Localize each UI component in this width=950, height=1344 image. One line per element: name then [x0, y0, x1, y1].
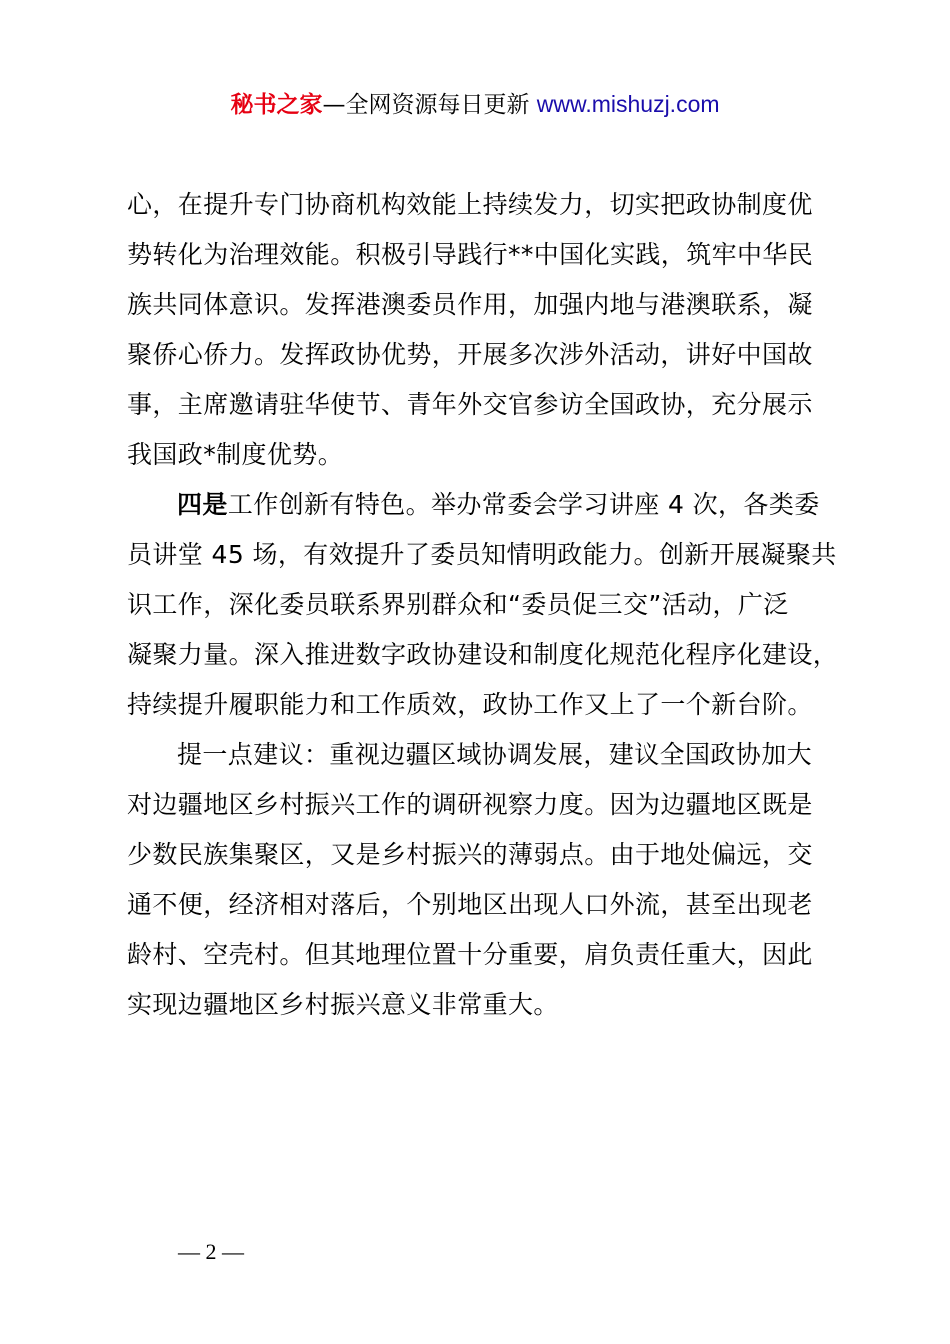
site-url-link[interactable]: www.mishuzj.com — [536, 91, 720, 117]
text-line: 势转化为治理效能。积极引导践行**中国化实践，筑牢中华民 — [127, 240, 814, 269]
text-line: 识工作，深化委员联系界别群众和“委员促三交”活动，广泛 — [127, 590, 789, 619]
paragraph-lead: 四是 — [177, 490, 228, 519]
text-line: 持续提升履职能力和工作质效，政协工作又上了一个新台阶。 — [127, 690, 813, 719]
text-line: 聚侨心侨力。发挥政协优势，开展多次涉外活动，讲好中国故 — [127, 340, 813, 369]
site-header — [0, 84, 950, 125]
text-line: 事，主席邀请驻华使节、青年外交官参访全国政协，充分展示 — [127, 390, 813, 419]
paragraph-1 — [127, 180, 837, 480]
text-line: 实现边疆地区乡村振兴意义非常重大。 — [127, 990, 559, 1019]
text-line: 心，在提升专门协商机构效能上持续发力，切实把政协制度优 — [127, 190, 813, 219]
text-line: 龄村、空壳村。但其地理位置十分重要，肩负责任重大，因此 — [127, 940, 813, 969]
text-line: 员讲堂 45 场，有效提升了委员知情明政能力。创新开展凝聚共 — [127, 540, 837, 569]
text-line — [127, 480, 837, 530]
text-line: 少数民族集聚区，又是乡村振兴的薄弱点。由于地处偏远，交 — [127, 840, 813, 869]
page-number: — 2 — — [178, 1239, 244, 1264]
paragraph-3 — [127, 730, 837, 1030]
text-segment: 工作创新有特色。举办常委会学习讲座 4 次，各类委 — [227, 490, 820, 519]
header-slogan: —全网资源每日更新 — [322, 92, 537, 118]
text-line: 通不便，经济相对落后，个别地区出现人口外流，甚至出现老 — [127, 890, 813, 919]
text-line: 我国政*制度优势。 — [127, 440, 344, 469]
document-body — [127, 180, 837, 1030]
text-line: 族共同体意识。发挥港澳委员作用，加强内地与港澳联系，凝 — [127, 290, 813, 319]
text-line: 对边疆地区乡村振兴工作的调研视察力度。因为边疆地区既是 — [127, 790, 813, 819]
text-line: 提一点建议：重视边疆区域协调发展，建议全国政协加大 — [177, 740, 813, 769]
paragraph-2 — [127, 480, 837, 730]
brand-name: 秘书之家 — [230, 92, 323, 118]
text-line: 凝聚力量。深入推进数字政协建设和制度化规范化程序化建设， — [127, 640, 839, 669]
